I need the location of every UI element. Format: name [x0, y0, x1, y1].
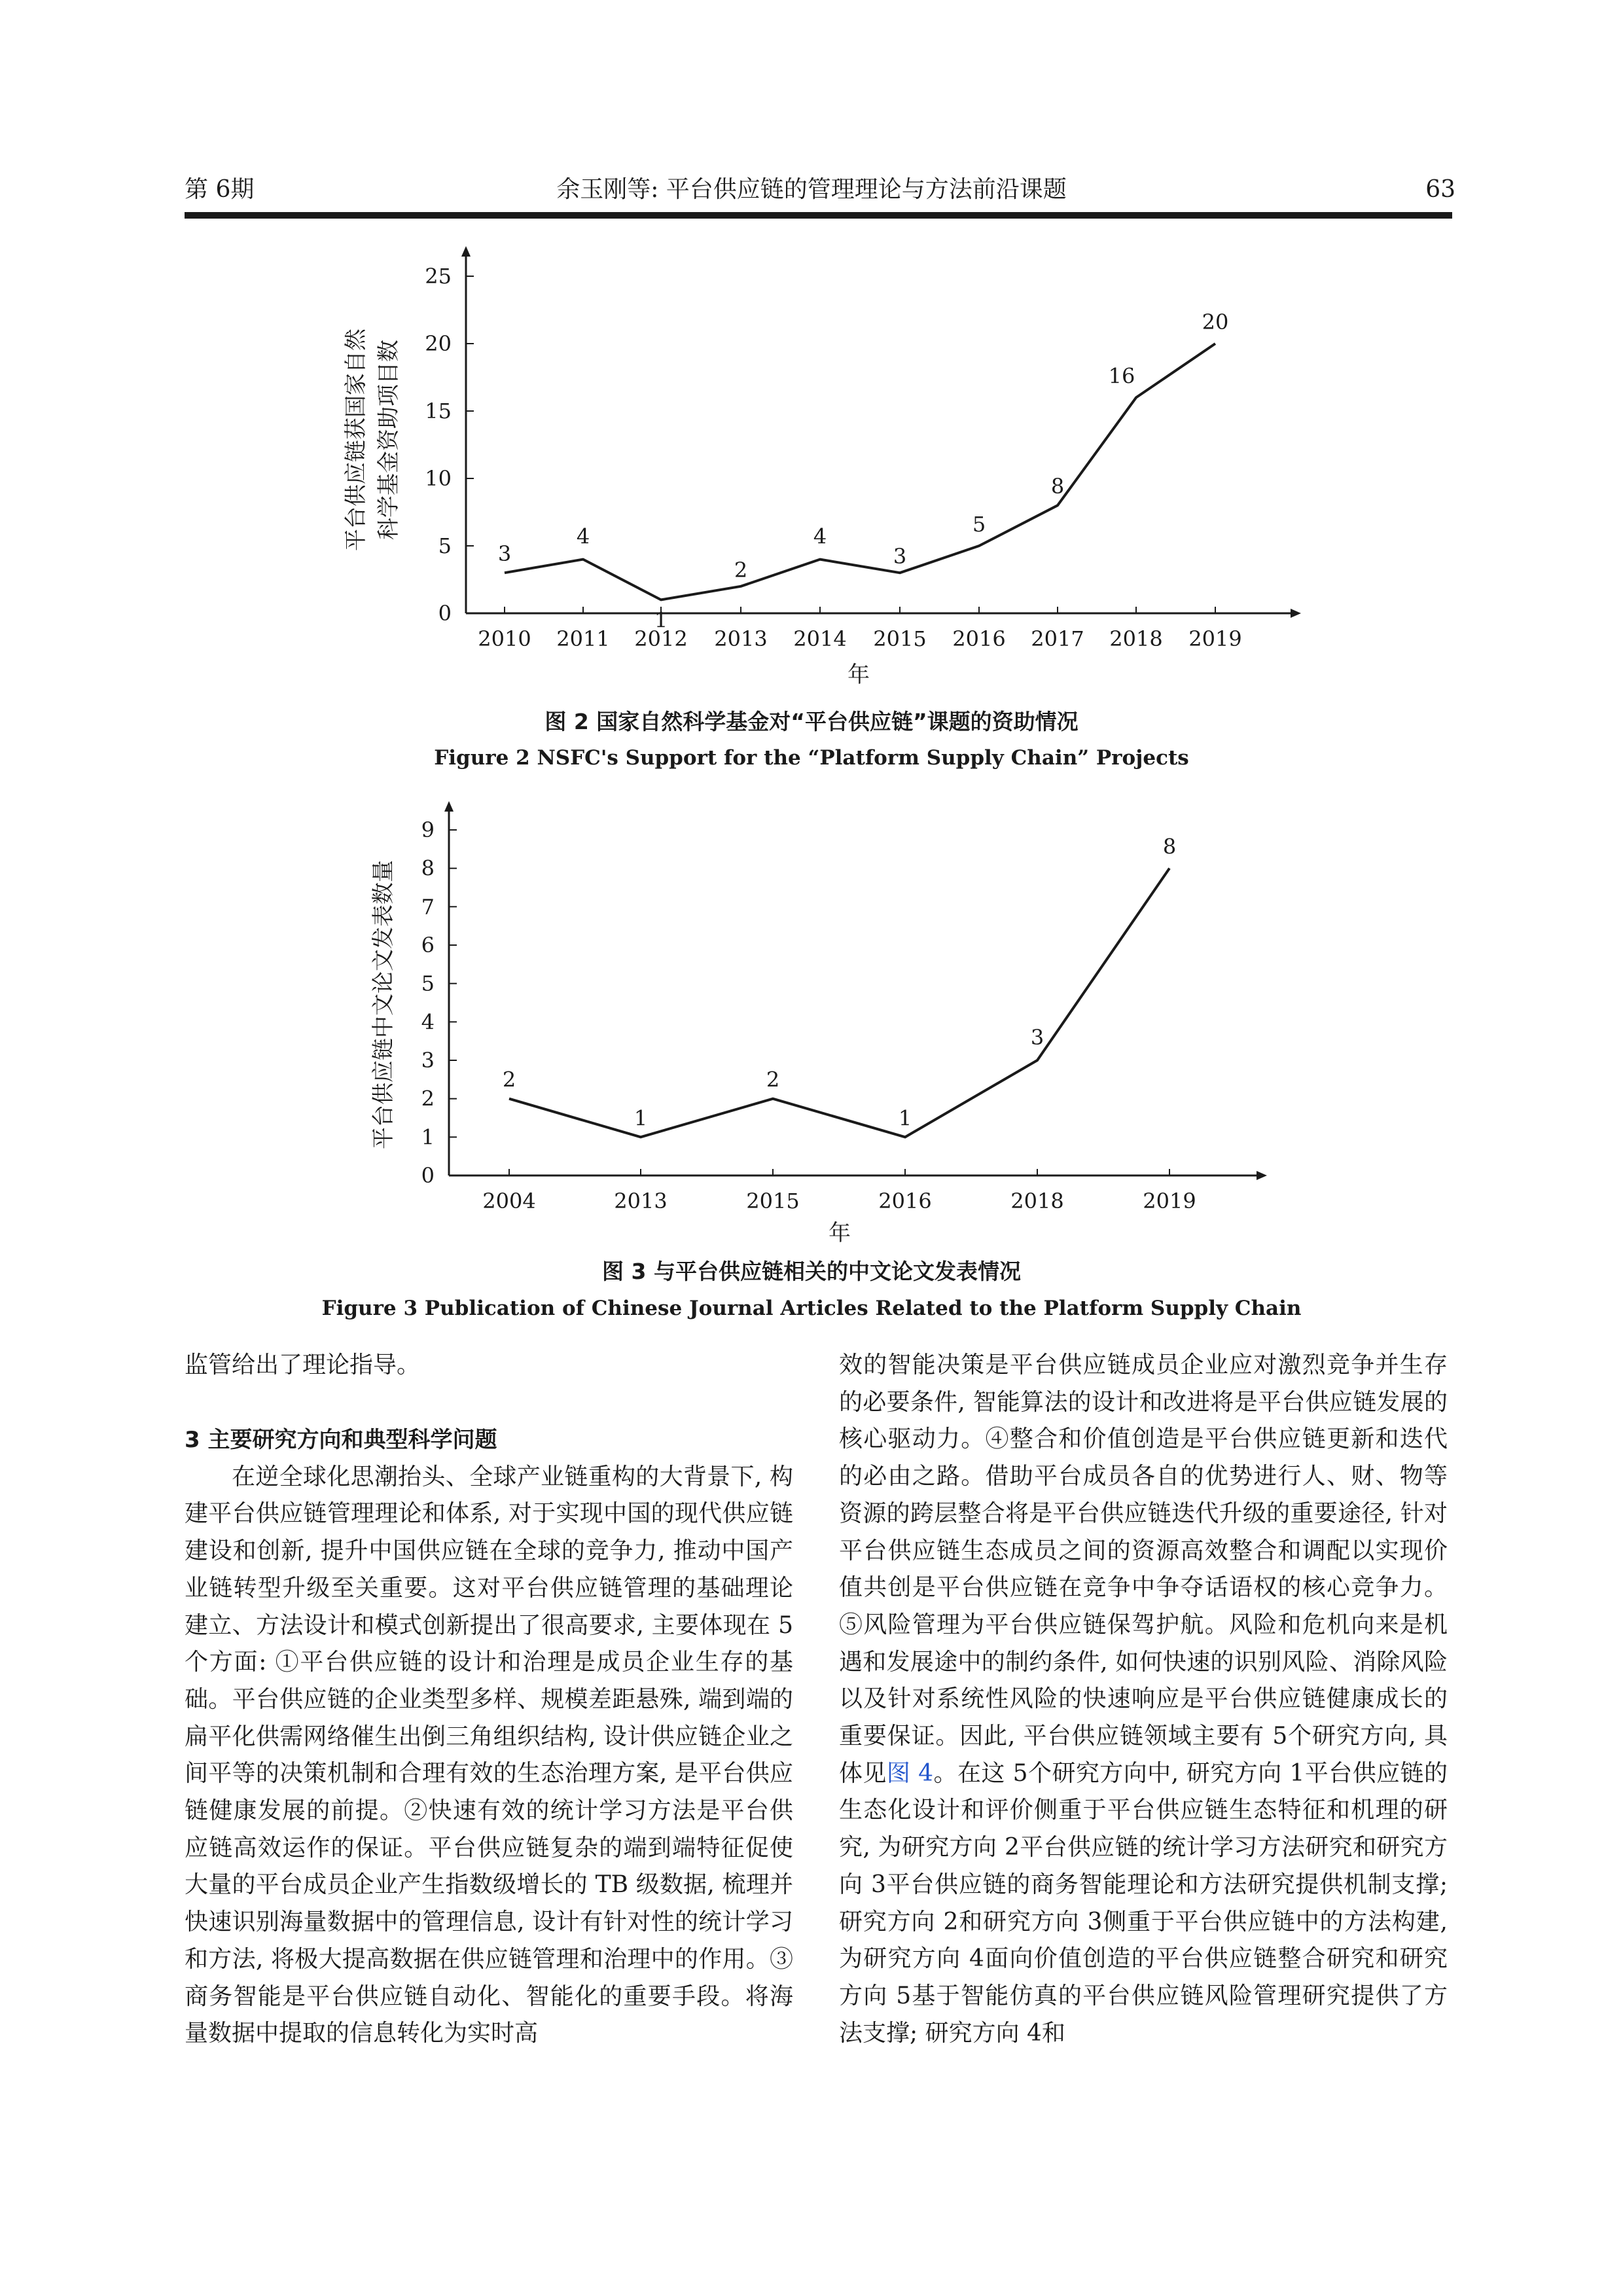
figure2-caption-en: Figure 2 NSFC's Support for the “Platform Supply Chain” Projects	[434, 746, 1189, 770]
chart2-data-label: 1	[898, 1105, 912, 1131]
chart1-y-tick-label: 15	[425, 399, 452, 423]
chart2-x-tick-label: 2013	[614, 1189, 668, 1213]
left-column	[185, 1347, 793, 2053]
chart2-y-tick-label: 5	[421, 971, 435, 996]
chart1-data-label: 16	[1108, 363, 1135, 389]
chart2-x-tick-label: 2004	[482, 1189, 536, 1213]
section-heading: 3 主要研究方向和典型科学问题	[185, 1426, 497, 1453]
chart2-y-tick-label: 4	[421, 1009, 435, 1035]
chart2-y-tick-label: 3	[421, 1048, 435, 1073]
chart1-data-label: 3	[497, 541, 512, 567]
chart2-y-tick-label: 9	[421, 817, 435, 842]
chart1-x-tick-label: 2017	[1031, 626, 1084, 651]
chart1-data-label: 1	[654, 607, 668, 633]
chart2-x-tick-label: 2016	[878, 1189, 932, 1213]
chart1-x-axis-title: 年	[847, 662, 870, 688]
chart1-y-tick-label: 25	[425, 264, 452, 289]
chart1-data-label: 4	[576, 524, 590, 549]
chart1-y-tick-label: 10	[425, 466, 452, 491]
chart2-x-tick-label: 2019	[1143, 1189, 1196, 1213]
paragraph-text: 效的智能决策是平台供应链成员企业应对激烈竞争并生存的必要条件, 智能算法的设计和改进将是平台供应链发展的核心驱动力。④整合和价值创造是平台供应链更新和迭代的必由之路。借助平台成员各自的优势进行人、财、物等资源的跨层整合将是平台供应链迭代升级的重要途径, 针对平台供应链生态成员之间的资源高效整合和调配以实现价值共创是平台供应链在竞争中争夺话语权的核心竞争力。⑤风险管理为平台供应链保驾护航。风险和危机向来是机遇和发展途中的制约条件, 如何快速的识别风险、消除风险以及针对系统性风险的快速响应是平台供应链健康成长的重要保证。因此, 平台供应链领域主要有 5个研究方向, 具体见	[839, 1352, 1448, 1787]
journal-issue: 第 6期	[185, 176, 255, 203]
chart1-y-axis-title: 科学基金资助项目数	[376, 340, 402, 540]
chart1-x-tick-label: 2010	[478, 626, 531, 651]
chart2-y-axis-title: 平台供应链中文论文发表数量	[370, 860, 397, 1149]
chart1-x-tick-label: 2018	[1109, 626, 1163, 651]
chart1-data-label: 8	[1050, 474, 1065, 499]
paragraph-text: 。在这 5个研究方向中, 研究方向 1平台供应链的生态化设计和评价侧重于平台供应链生态特征和机理的研究, 为研究方向 2平台供应链的统计学习方法研究和研究方向 3平台供应链的商务智能理论和方法研究提供机制支撑; 研究方向 2和研究方向 3侧重于平台供应链中的方法构建, 为研究方向 4面向价值创造的平台供应链整合研究和研究方向 5基于智能仿真的平台供应链风险管理研究提供了方法支撑; 研究方向 4和	[839, 1759, 1448, 2047]
figure3-caption-en: Figure 3 Publication of Chinese Journal Articles Related to the Platform Supply Chain	[321, 1297, 1302, 1320]
chart2-x-axis-title: 年	[829, 1220, 851, 1246]
chart1-x-tick-label: 2014	[793, 626, 847, 651]
chart1-data-label: 4	[813, 524, 827, 549]
chart1-x-tick-label: 2016	[952, 626, 1006, 651]
chart1-x-axis-arrow	[1291, 609, 1301, 618]
paragraph	[839, 1347, 1448, 2052]
header-rule	[185, 212, 1452, 219]
paragraph: 在逆全球化思潮抬头、全球产业链重构的大背景下, 构建平台供应链管理理论和体系, 对于实现中国的现代供应链建设和创新, 提升中国供应链在全球的竞争力, 推动中国产业链转型升级至关重要。这对平台供应链管理的基础理论建立、方法设计和模式创新提出了很高要求, 主要体现在 5个方面: ①平台供应链的设计和治理是成员企业生存的基础。平台供应链的企业类型多样、规模差距悬殊, 端到端的扁平化供需网络催生出倒三角组织结构, 设计供应链企业之间平等的决策机制和合理有效的生态治理方案, 是平台供应链健康发展的前提。②快速有效的统计学习方法是平台供应链高效运作的保证。平台供应链复杂的端到端特征促使大量的平台成员企业产生指数级增长的 TB 级数据, 梳理并快速识别海量数据中的管理信息, 设计有针对性的统计学习和方法, 将极大提高数据在供应链管理和治理中的作用。③商务智能是平台供应链自动化、智能化的重要手段。将海量数据中提取的信息转化为实时高	[185, 1463, 793, 2047]
chart1-y-axis-arrow	[461, 246, 471, 257]
chart1-data-label: 2	[734, 557, 748, 583]
chart1-y-axis-title: 平台供应链获国家自然	[343, 329, 369, 551]
right-column	[839, 1347, 1448, 2052]
figure2-caption-zh: 图 2 国家自然科学基金对“平台供应链”课题的资助情况	[544, 709, 1079, 734]
chart1-data-label: 20	[1202, 310, 1229, 334]
chart1-x-tick-label: 2012	[634, 626, 688, 651]
chart1-x-tick-label: 2013	[714, 626, 768, 651]
page-number: 63	[1425, 176, 1455, 203]
chart2-x-tick-label: 2018	[1010, 1189, 1064, 1213]
chart2-y-tick-label: 0	[421, 1163, 435, 1188]
chart2-data-label: 2	[766, 1067, 780, 1092]
chart1-x-tick-label: 2011	[556, 626, 610, 651]
chart1-x-tick-label: 2019	[1188, 626, 1242, 651]
chart2-y-tick-label: 2	[421, 1086, 435, 1111]
chart2-x-axis-arrow	[1257, 1171, 1267, 1180]
chart2-y-tick-label: 8	[421, 855, 435, 881]
figure2-line-chart	[0, 236, 1623, 688]
chart1-y-tick-label: 5	[438, 533, 452, 558]
chart2-x-tick-label: 2015	[746, 1189, 800, 1213]
running-title: 余玉刚等: 平台供应链的管理理论与方法前沿课题	[556, 176, 1067, 203]
chart1-y-tick-label: 0	[438, 601, 452, 626]
chart2-y-axis-arrow	[444, 801, 454, 812]
chart2-data-label: 3	[1030, 1025, 1044, 1050]
chart2-series-line	[509, 869, 1169, 1138]
figure3-caption-zh: 图 3 与平台供应链相关的中文论文发表情况	[602, 1259, 1021, 1284]
chart2-y-tick-label: 1	[421, 1124, 435, 1150]
chart1-data-label: 3	[893, 544, 907, 569]
chart2-y-tick-label: 7	[421, 894, 435, 920]
chart2-data-label: 1	[633, 1105, 648, 1131]
chart1-x-tick-label: 2015	[873, 626, 927, 651]
figure4-link[interactable]: 图 4	[886, 1759, 934, 1787]
chart1-y-tick-label: 20	[425, 331, 452, 356]
figure3-line-chart	[0, 798, 1623, 1244]
chart1-data-label: 5	[972, 512, 986, 537]
chart2-y-tick-label: 6	[421, 933, 435, 958]
chart2-data-label: 8	[1162, 834, 1177, 859]
paragraph-continuation: 监管给出了理论指导。	[185, 1352, 421, 1378]
chart2-data-label: 2	[502, 1067, 516, 1092]
